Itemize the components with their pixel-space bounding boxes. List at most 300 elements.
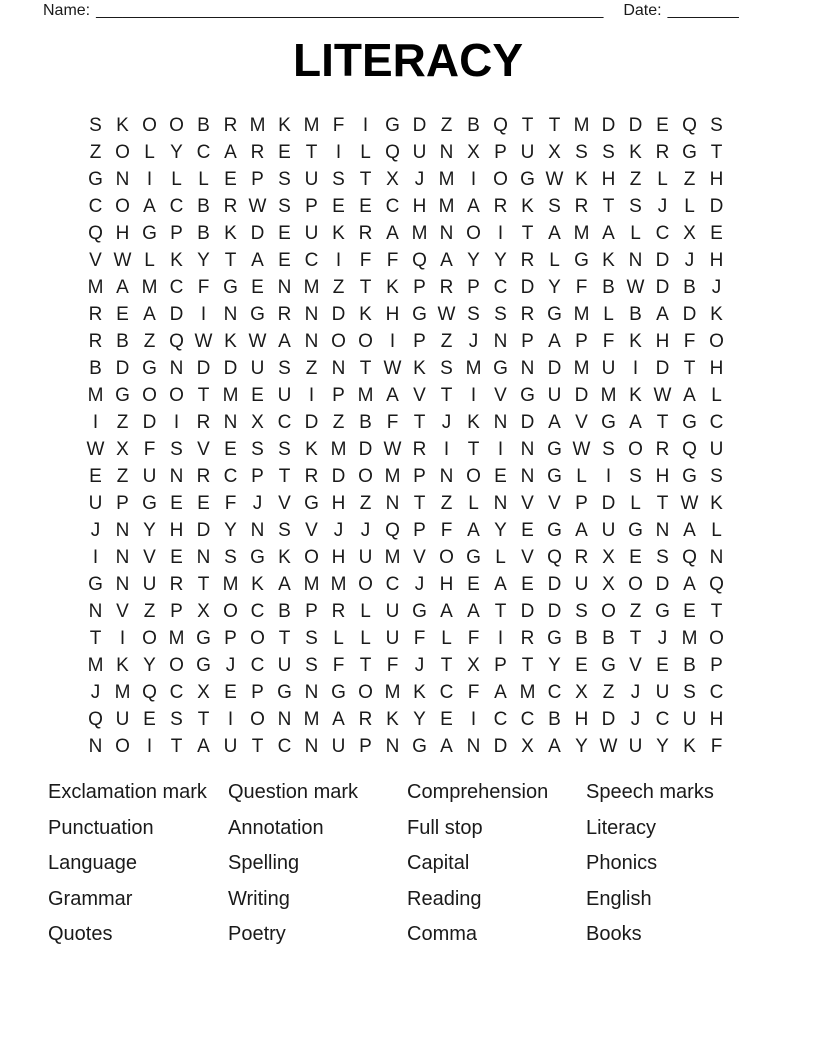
grid-letter: R	[574, 546, 589, 568]
grid-letter: G	[547, 438, 562, 460]
grid-letter: V	[89, 249, 102, 271]
grid-letter: C	[655, 222, 670, 244]
grid-letter: R	[520, 303, 535, 325]
grid-letter: J	[414, 168, 425, 190]
grid-letter: V	[413, 546, 426, 568]
grid-letter: U	[142, 465, 157, 487]
grid-letter: H	[709, 357, 724, 379]
grid-letter: N	[88, 735, 103, 757]
grid-letter: F	[224, 492, 237, 514]
grid-letter: R	[358, 708, 373, 730]
grid-letter: X	[467, 654, 480, 676]
grid-letter: S	[575, 600, 588, 622]
grid-letter: U	[358, 546, 373, 568]
grid-letter: N	[493, 330, 508, 352]
grid-letter: H	[655, 330, 670, 352]
grid-letter: M	[384, 465, 401, 487]
grid-letter: N	[439, 465, 454, 487]
grid-letter: Z	[440, 492, 453, 514]
grid-letter: A	[440, 249, 453, 271]
grid-letter: I	[119, 627, 126, 649]
grid-letter: O	[169, 114, 184, 136]
grid-letter: G	[412, 303, 427, 325]
grid-letter: P	[251, 465, 264, 487]
grid-letter: D	[115, 357, 130, 379]
grid-letter: J	[657, 627, 668, 649]
grid-letter: G	[547, 627, 562, 649]
grid-letter: D	[520, 411, 535, 433]
grid-letter: O	[466, 222, 481, 244]
grid-letter: Q	[142, 681, 157, 703]
grid-letter: P	[413, 276, 426, 298]
grid-letter: C	[88, 195, 103, 217]
grid-letter: E	[143, 708, 156, 730]
grid-letter: L	[711, 519, 722, 541]
grid-letter: Y	[170, 141, 183, 163]
grid-letter: F	[197, 276, 210, 298]
grid-letter: I	[632, 357, 639, 379]
grid-letter: M	[681, 627, 698, 649]
grid-letter: N	[115, 573, 130, 595]
grid-letter: J	[333, 519, 344, 541]
grid-letter: C	[709, 681, 724, 703]
grid-letter: X	[521, 735, 534, 757]
grid-letter: G	[547, 519, 562, 541]
grid-letter: K	[224, 222, 237, 244]
grid-letter: D	[601, 492, 616, 514]
grid-letter: G	[628, 519, 643, 541]
grid-letter: V	[575, 411, 588, 433]
grid-letter: B	[116, 330, 129, 352]
grid-letter: T	[251, 735, 264, 757]
grid-letter: D	[547, 573, 562, 595]
grid-letter: T	[305, 141, 318, 163]
grid-letter: D	[682, 303, 697, 325]
grid-letter: L	[144, 141, 155, 163]
grid-letter: D	[520, 600, 535, 622]
grid-letter: Q	[682, 438, 697, 460]
grid-letter: K	[224, 330, 237, 352]
grid-letter: E	[251, 276, 264, 298]
grid-letter: J	[414, 654, 425, 676]
grid-letter: U	[115, 708, 130, 730]
grid-letter: F	[143, 438, 156, 460]
grid-letter: E	[278, 222, 291, 244]
grid-letter: R	[88, 330, 103, 352]
grid-letter: I	[497, 438, 504, 460]
grid-letter: N	[304, 681, 319, 703]
grid-letter: I	[173, 411, 180, 433]
grid-letter: O	[493, 168, 508, 190]
grid-letter: D	[331, 303, 346, 325]
grid-letter: N	[439, 141, 454, 163]
grid-letter: C	[439, 681, 454, 703]
grid-letter: S	[278, 168, 291, 190]
grid-letter: M	[87, 276, 104, 298]
grid-letter: T	[413, 411, 426, 433]
grid-letter: Y	[548, 654, 561, 676]
grid-letter: I	[335, 141, 342, 163]
grid-letter: D	[547, 600, 562, 622]
grid-letter: D	[358, 438, 373, 460]
grid-letter: Q	[385, 519, 400, 541]
grid-letter: I	[470, 708, 477, 730]
grid-letter: N	[466, 735, 481, 757]
grid-letter: U	[709, 438, 724, 460]
grid-letter: Z	[359, 492, 372, 514]
grid-letter: E	[224, 438, 237, 460]
grid-letter: F	[467, 627, 480, 649]
grid-letter: K	[710, 492, 723, 514]
grid-letter: H	[331, 546, 346, 568]
grid-letter: B	[629, 303, 642, 325]
grid-letter: S	[683, 681, 696, 703]
grid-letter: U	[304, 168, 319, 190]
grid-letter: C	[169, 681, 184, 703]
grid-letter: M	[87, 654, 104, 676]
grid-letter: N	[223, 411, 238, 433]
grid-letter: W	[626, 276, 645, 298]
grid-letter: A	[278, 330, 291, 352]
grid-letter: C	[709, 411, 724, 433]
word-item: Question mark	[228, 781, 359, 803]
grid-letter: V	[143, 546, 156, 568]
grid-letter: X	[575, 681, 588, 703]
grid-letter: O	[466, 465, 481, 487]
grid-letter: W	[437, 303, 456, 325]
grid-letter: R	[412, 438, 427, 460]
grid-letter: J	[441, 411, 452, 433]
grid-letter: W	[383, 357, 402, 379]
grid-letter: N	[709, 546, 724, 568]
grid-letter: M	[519, 681, 536, 703]
grid-letter: G	[682, 411, 697, 433]
grid-letter: P	[251, 681, 264, 703]
grid-letter: L	[468, 492, 479, 514]
grid-letter: X	[386, 168, 399, 190]
grid-letter: N	[304, 735, 319, 757]
grid-letter: P	[710, 654, 723, 676]
grid-letter: A	[467, 600, 480, 622]
grid-letter: H	[709, 249, 724, 271]
grid-letter: F	[575, 276, 588, 298]
grid-letter: B	[575, 627, 588, 649]
grid-letter: G	[142, 357, 157, 379]
word-list-column	[407, 775, 586, 953]
grid-letter: G	[520, 384, 535, 406]
grid-letter: D	[655, 249, 670, 271]
grid-letter: B	[197, 114, 210, 136]
grid-letter: Y	[467, 249, 480, 271]
grid-letter: Q	[682, 114, 697, 136]
grid-letter: P	[305, 600, 318, 622]
grid-letter: R	[574, 195, 589, 217]
grid-letter: A	[683, 573, 696, 595]
grid-letter: C	[277, 411, 292, 433]
grid-letter: N	[277, 708, 292, 730]
grid-letter: Z	[89, 141, 102, 163]
grid-letter: T	[521, 222, 534, 244]
grid-letter: P	[170, 222, 183, 244]
grid-letter: A	[575, 519, 588, 541]
grid-letter: T	[278, 627, 291, 649]
grid-letter: L	[441, 627, 452, 649]
grid-letter: D	[547, 357, 562, 379]
grid-letter: S	[278, 519, 291, 541]
grid-letter: L	[711, 384, 722, 406]
grid-letter: G	[196, 654, 211, 676]
grid-letter: V	[521, 492, 534, 514]
grid-letter: P	[332, 384, 345, 406]
grid-letter: L	[576, 465, 587, 487]
grid-letter: A	[440, 735, 453, 757]
word-item: Poetry	[228, 923, 286, 946]
grid-letter: N	[115, 168, 130, 190]
grid-letter: K	[413, 681, 426, 703]
grid-letter: T	[440, 654, 453, 676]
grid-letter: X	[197, 600, 210, 622]
grid-letter: W	[599, 735, 618, 757]
grid-letter: P	[116, 492, 129, 514]
grid-letter: Z	[143, 600, 156, 622]
grid-letter: D	[520, 276, 535, 298]
grid-letter: N	[385, 735, 400, 757]
word-item: Speech marks	[586, 781, 714, 803]
grid-letter: S	[278, 438, 291, 460]
word-item: Books	[586, 923, 642, 946]
grid-letter: T	[359, 654, 372, 676]
grid-letter: A	[548, 222, 561, 244]
grid-letter: H	[385, 303, 400, 325]
grid-letter: E	[359, 195, 372, 217]
grid-letter: I	[308, 384, 315, 406]
grid-letter: M	[303, 114, 320, 136]
grid-letter: O	[358, 465, 373, 487]
grid-letter: I	[146, 168, 153, 190]
grid-letter: R	[439, 276, 454, 298]
grid-letter: A	[656, 303, 669, 325]
grid-letter: U	[331, 735, 346, 757]
grid-letter: A	[116, 276, 129, 298]
grid-letter: R	[223, 114, 238, 136]
grid-letter: A	[224, 141, 237, 163]
grid-letter: U	[385, 627, 400, 649]
grid-letter: P	[575, 492, 588, 514]
grid-letter: D	[628, 114, 643, 136]
grid-letter: R	[88, 303, 103, 325]
grid-letter: Z	[143, 330, 156, 352]
grid-letter: A	[548, 411, 561, 433]
grid-letter: D	[655, 573, 670, 595]
grid-letter: U	[682, 708, 697, 730]
grid-letter: H	[412, 195, 427, 217]
grid-letter: Z	[332, 276, 345, 298]
grid-letter: H	[709, 708, 724, 730]
grid-letter: T	[710, 600, 723, 622]
grid-letter: N	[169, 465, 184, 487]
grid-letter: I	[362, 114, 369, 136]
grid-letter: M	[303, 573, 320, 595]
grid-letter: F	[602, 330, 615, 352]
grid-letter: T	[629, 627, 642, 649]
grid-letter: O	[169, 384, 184, 406]
grid-letter: F	[710, 735, 723, 757]
grid-letter: L	[144, 249, 155, 271]
grid-letter: X	[602, 573, 615, 595]
date-label: Date:	[623, 2, 662, 19]
grid-letter: E	[440, 708, 453, 730]
grid-letter: U	[142, 573, 157, 595]
grid-letter: H	[439, 573, 454, 595]
grid-letter: K	[305, 438, 318, 460]
grid-letter: V	[197, 438, 210, 460]
grid-letter: M	[573, 114, 590, 136]
grid-letter: Z	[629, 168, 642, 190]
grid-letter: G	[412, 735, 427, 757]
grid-letter: S	[602, 438, 615, 460]
word-item: English	[586, 887, 652, 910]
grid-letter: H	[709, 168, 724, 190]
grid-letter: G	[601, 411, 616, 433]
grid-letter: Q	[547, 546, 562, 568]
grid-letter: J	[360, 519, 371, 541]
grid-letter: C	[169, 195, 184, 217]
grid-letter: R	[331, 600, 346, 622]
word-list-column	[48, 775, 228, 953]
word-list-column	[228, 775, 407, 953]
grid-letter: W	[248, 330, 267, 352]
grid-letter: L	[171, 168, 182, 190]
grid-letter: W	[680, 492, 699, 514]
grid-letter: B	[359, 411, 372, 433]
grid-letter: Y	[494, 519, 507, 541]
grid-letter: S	[251, 438, 264, 460]
grid-letter: G	[223, 276, 238, 298]
grid-letter: F	[332, 114, 345, 136]
grid-letter: M	[438, 195, 455, 217]
grid-letter: W	[248, 195, 267, 217]
grid-letter: C	[250, 600, 265, 622]
grid-letter: M	[303, 276, 320, 298]
grid-letter: O	[628, 573, 643, 595]
grid-letter: X	[251, 411, 264, 433]
grid-letter: J	[90, 519, 101, 541]
grid-letter: N	[196, 546, 211, 568]
grid-letter: T	[683, 357, 696, 379]
grid-letter: G	[574, 249, 589, 271]
grid-letter: A	[251, 249, 264, 271]
grid-letter: B	[602, 627, 615, 649]
grid-letter: D	[331, 465, 346, 487]
grid-letter: J	[225, 654, 236, 676]
grid-letter: L	[360, 141, 371, 163]
grid-letter: B	[89, 357, 102, 379]
grid-letter: D	[601, 708, 616, 730]
word-item: Literacy	[586, 816, 657, 839]
date-fill-in-line: ________	[667, 2, 739, 19]
word-item: Annotation	[228, 816, 324, 839]
grid-letter: M	[357, 384, 374, 406]
grid-letter: H	[115, 222, 130, 244]
grid-letter: E	[575, 654, 588, 676]
grid-letter: M	[600, 384, 617, 406]
grid-letter: S	[656, 546, 669, 568]
grid-letter: K	[629, 384, 642, 406]
grid-letter: C	[304, 249, 319, 271]
grid-letter: Z	[116, 411, 129, 433]
grid-letter: E	[224, 168, 237, 190]
grid-letter: L	[198, 168, 209, 190]
grid-letter: Z	[629, 600, 642, 622]
grid-letter: D	[655, 357, 670, 379]
grid-letter: T	[224, 249, 237, 271]
grid-letter: F	[683, 330, 696, 352]
grid-letter: K	[602, 249, 615, 271]
grid-letter: B	[197, 222, 210, 244]
grid-letter: G	[466, 546, 481, 568]
grid-letter: U	[277, 384, 292, 406]
grid-letter: H	[601, 168, 616, 190]
grid-letter: K	[710, 303, 723, 325]
word-item: Exclamation mark	[48, 781, 207, 803]
grid-letter: Q	[412, 249, 427, 271]
grid-letter: I	[200, 303, 207, 325]
grid-letter: I	[497, 627, 504, 649]
grid-letter: S	[710, 465, 723, 487]
grid-letter: C	[385, 195, 400, 217]
grid-letter: T	[359, 276, 372, 298]
grid-letter: Y	[143, 654, 156, 676]
grid-letter: P	[413, 330, 426, 352]
grid-letter: O	[709, 330, 724, 352]
grid-letter: W	[194, 330, 213, 352]
word-item: Spelling	[228, 852, 300, 875]
grid-letter: L	[603, 303, 614, 325]
grid-letter: B	[467, 114, 480, 136]
grid-letter: Q	[493, 114, 508, 136]
grid-letter: B	[278, 600, 291, 622]
grid-letter: S	[305, 654, 318, 676]
grid-letter: M	[438, 168, 455, 190]
grid-letter: A	[197, 735, 210, 757]
word-item: Reading	[407, 887, 482, 910]
grid-letter: O	[142, 114, 157, 136]
grid-letter: C	[655, 708, 670, 730]
grid-letter: G	[547, 303, 562, 325]
grid-letter: I	[443, 438, 450, 460]
grid-letter: F	[332, 654, 345, 676]
grid-letter: U	[601, 357, 616, 379]
grid-letter: O	[439, 546, 454, 568]
grid-letter: L	[549, 249, 560, 271]
puzzle-title: LITERACY	[293, 34, 523, 86]
grid-letter: Z	[116, 465, 129, 487]
grid-letter: K	[116, 654, 129, 676]
grid-letter: S	[332, 168, 345, 190]
grid-letter: N	[493, 492, 508, 514]
grid-letter: F	[386, 411, 399, 433]
grid-letter: E	[521, 573, 534, 595]
word-item: Comprehension	[407, 781, 549, 803]
grid-letter: M	[222, 384, 239, 406]
grid-letter: A	[143, 195, 156, 217]
word-item: Quotes	[48, 923, 113, 946]
grid-letter: M	[573, 222, 590, 244]
grid-letter: U	[601, 519, 616, 541]
grid-letter: K	[359, 303, 372, 325]
grid-letter: Z	[602, 681, 615, 703]
word-list	[48, 775, 714, 953]
